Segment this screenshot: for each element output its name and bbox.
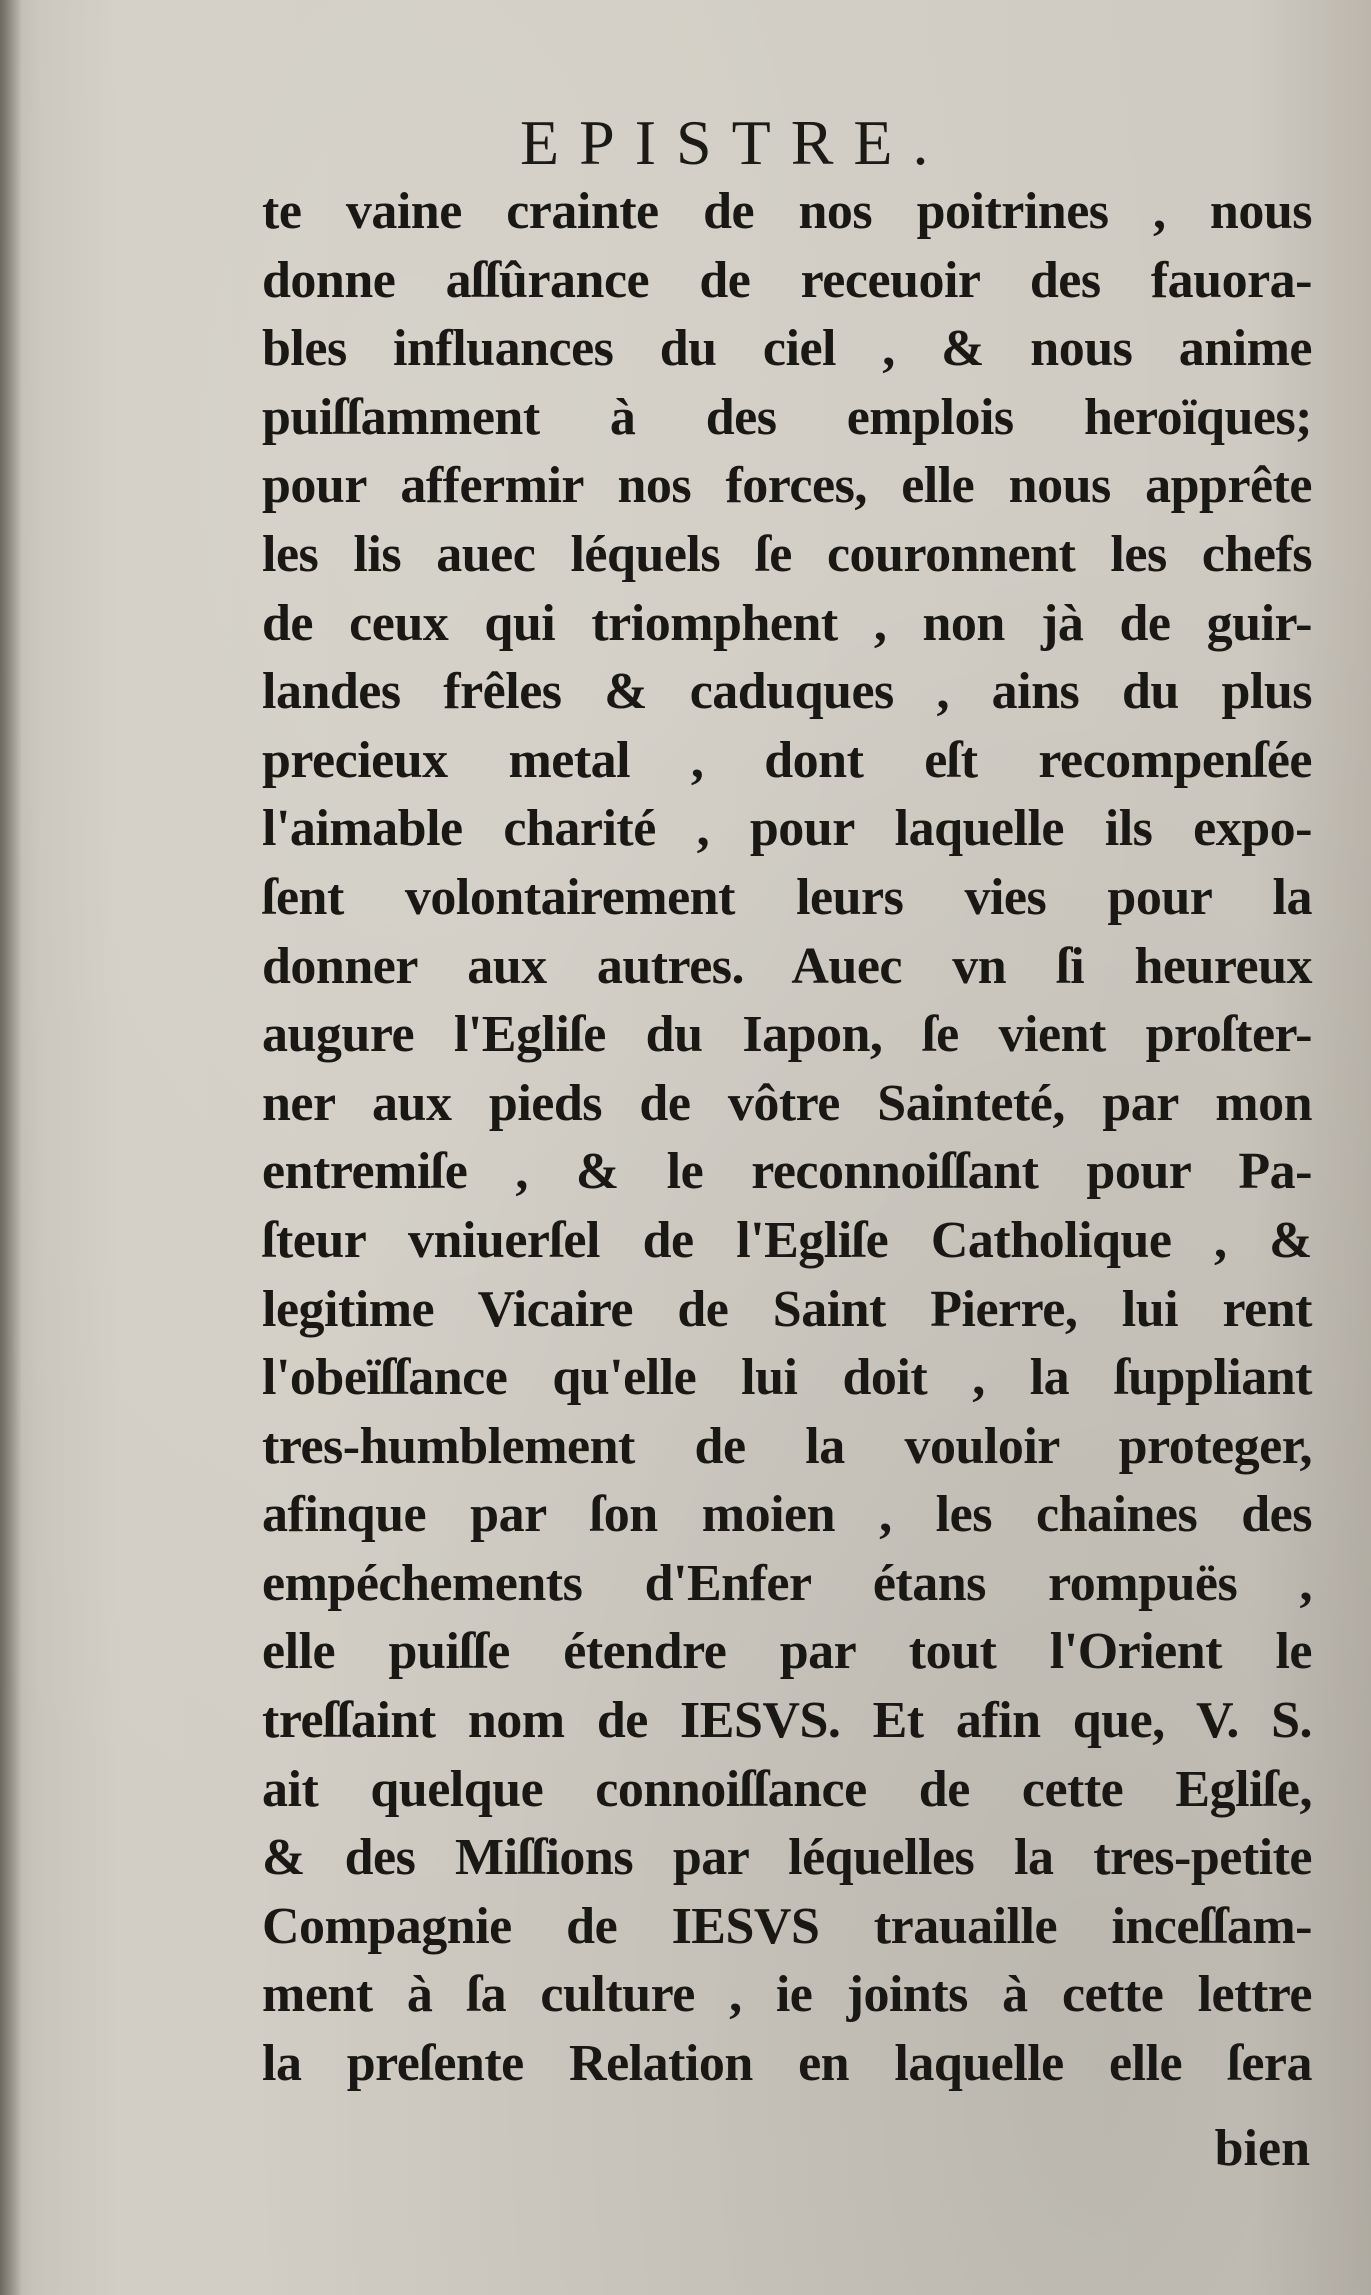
text-line: elle puiſſe étendre par tout l'Orient le <box>262 1623 1312 1681</box>
text-line: empéchements d'Enfer étans rompuës , <box>262 1554 1312 1612</box>
text-line: precieux metal , dont eſt recompenſée <box>262 731 1312 789</box>
text-line: ſent volontairement leurs vies pour la <box>262 868 1312 926</box>
text-line: donner aux autres. Auec vn ſi heureux <box>262 937 1312 995</box>
text-line: te vaine crainte de nos poitrines , nous <box>262 183 1312 240</box>
text-line: les lis auec léquels ſe couronnent les chefs <box>262 525 1312 583</box>
text-line: de ceux qui triomphent , non jà de guir- <box>262 594 1312 652</box>
text-line: afinque par ſon moien , les chaines des <box>262 1486 1312 1544</box>
text-line: ment à ſa culture , ie joints à cette lettre <box>262 1966 1312 2024</box>
text-line: pour affermir nos forces, elle nous apprête <box>262 457 1312 515</box>
gutter-shadow <box>0 0 22 2295</box>
catchword: bien <box>1214 2120 1310 2177</box>
text-line: tres-humblement de la vouloir proteger, <box>262 1417 1312 1475</box>
running-head: EPISTRE. <box>520 107 949 178</box>
text-line: augure l'Egliſe du Iapon, ſe vient proſter- <box>262 1006 1312 1064</box>
text-line: landes frêles & caduques , ains du plus <box>262 663 1312 721</box>
text-line: l'obeïſſance qu'elle lui doit , la ſuppliant <box>262 1349 1312 1407</box>
text-line: treſſaint nom de IESVS. Et afin que, V. S. <box>262 1692 1312 1750</box>
text-line: Compagnie de IESVS trauaille inceſſam- <box>262 1897 1312 1955</box>
body-text <box>262 178 1312 2099</box>
text-line: & des Miſſions par léquelles la tres-petite <box>262 1829 1312 1887</box>
text-line: l'aimable charité , pour laquelle ils expo- <box>262 800 1312 858</box>
text-line: bles influances du ciel , & nous anime <box>262 320 1312 378</box>
text-line: legitime Vicaire de Saint Pierre, lui rent <box>262 1280 1312 1338</box>
text-line: la preſente Relation en laquelle elle ſera <box>262 2035 1312 2093</box>
text-line: ſteur vniuerſel de l'Egliſe Catholique , & <box>262 1211 1312 1269</box>
text-line: ner aux pieds de vôtre Sainteté, par mon <box>262 1074 1312 1132</box>
text-line: donne aſſûrance de receuoir des fauora- <box>262 251 1312 309</box>
text-line: entremiſe , & le reconnoiſſant pour Pa- <box>262 1143 1312 1201</box>
text-line: puiſſamment à des emplois heroïques; <box>262 388 1312 446</box>
text-line: ait quelque connoiſſance de cette Egliſe, <box>262 1760 1312 1818</box>
